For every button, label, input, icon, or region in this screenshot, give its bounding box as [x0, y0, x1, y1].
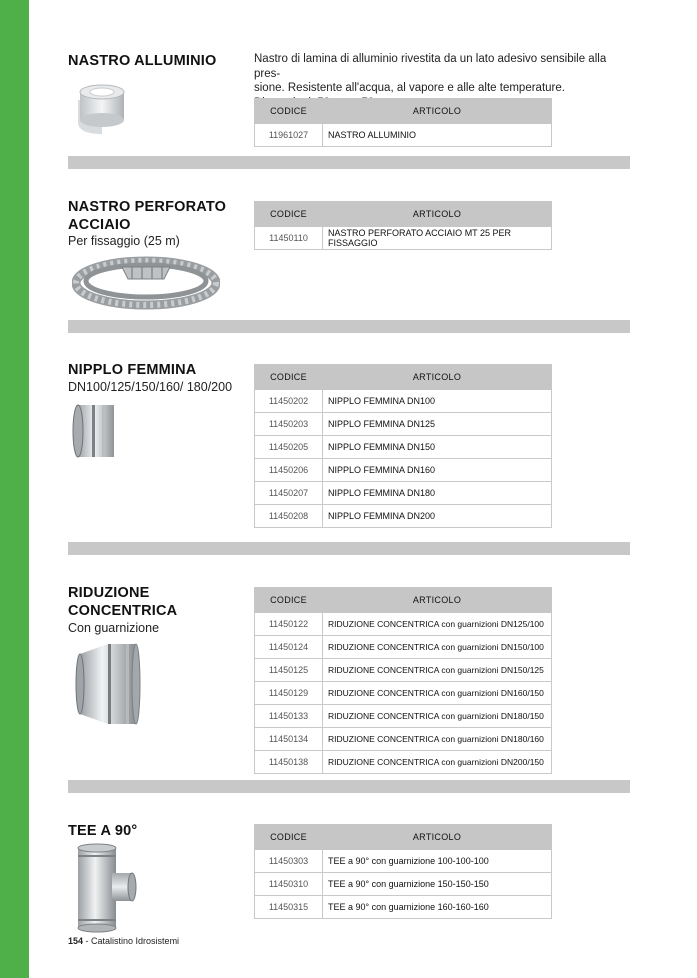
product-table — [254, 98, 552, 147]
product-article: NASTRO PERFORATO ACCIAIO MT 25 PER FISSAGGIO — [323, 227, 552, 250]
column-header-code: CODICE — [255, 825, 323, 850]
table-row — [255, 682, 552, 705]
product-article: NIPPLO FEMMINA DN150 — [323, 436, 552, 459]
product-code: 11450134 — [255, 728, 323, 751]
page-footer — [68, 936, 179, 946]
product-article: RIDUZIONE CONCENTRICA con guarnizioni DN180/160 — [323, 728, 552, 751]
product-code: 11450125 — [255, 659, 323, 682]
column-header-article: ARTICOLO — [323, 365, 552, 390]
product-code: 11450110 — [255, 227, 323, 250]
table-header-row — [255, 588, 552, 613]
product-table — [254, 364, 552, 528]
aluminium-tape-image — [72, 82, 136, 140]
product-article: RIDUZIONE CONCENTRICA con guarnizioni DN150/100 — [323, 636, 552, 659]
section-title-line: CONCENTRICA — [68, 603, 178, 619]
column-header-code: CODICE — [255, 365, 323, 390]
product-code: 11450124 — [255, 636, 323, 659]
column-header-code: CODICE — [255, 99, 323, 124]
product-article: NIPPLO FEMMINA DN180 — [323, 482, 552, 505]
product-article: NASTRO ALLUMINIO — [323, 124, 552, 147]
product-article: TEE a 90° con guarnizione 160-160-160 — [323, 896, 552, 919]
section-title: NASTRO ALLUMINIO — [68, 53, 217, 69]
product-article: TEE a 90° con guarnizione 150-150-150 — [323, 873, 552, 896]
product-code: 11450129 — [255, 682, 323, 705]
table-row — [255, 659, 552, 682]
table-row — [255, 896, 552, 919]
column-header-code: CODICE — [255, 588, 323, 613]
concentric-reducer-image — [72, 640, 142, 728]
table-row — [255, 459, 552, 482]
product-code: 11450206 — [255, 459, 323, 482]
product-code: 11450310 — [255, 873, 323, 896]
product-code: 11450122 — [255, 613, 323, 636]
tee-fitting-image — [72, 843, 138, 933]
description-line: sione. Resistente all'acqua, al vapore e alle alte temperature. — [254, 82, 565, 94]
product-code: 11450303 — [255, 850, 323, 873]
product-article: RIDUZIONE CONCENTRICA con guarnizioni DN125/100 — [323, 613, 552, 636]
product-code: 11450138 — [255, 751, 323, 774]
section-divider — [68, 320, 630, 333]
table-row — [255, 705, 552, 728]
product-article: TEE a 90° con guarnizione 100-100-100 — [323, 850, 552, 873]
catalog-name: - Catalistino Idrosistemi — [83, 936, 180, 946]
table-row — [255, 505, 552, 528]
product-article: NIPPLO FEMMINA DN125 — [323, 413, 552, 436]
page-number: 154 — [68, 936, 84, 946]
section-subtitle: Con guarnizione — [68, 621, 160, 635]
section-divider — [68, 156, 630, 169]
product-code: 11450133 — [255, 705, 323, 728]
product-code: 11450207 — [255, 482, 323, 505]
column-header-article: ARTICOLO — [323, 588, 552, 613]
product-article: RIDUZIONE CONCENTRICA con guarnizioni DN180/150 — [323, 705, 552, 728]
section-subtitle: Per fissaggio (25 m) — [68, 234, 180, 248]
product-article: NIPPLO FEMMINA DN200 — [323, 505, 552, 528]
product-code: 11450202 — [255, 390, 323, 413]
product-article: NIPPLO FEMMINA DN160 — [323, 459, 552, 482]
section-title: NIPPLO FEMMINA — [68, 362, 197, 378]
table-row — [255, 124, 552, 147]
product-table — [254, 201, 552, 250]
section-divider — [68, 542, 630, 555]
column-header-article: ARTICOLO — [323, 825, 552, 850]
section-subtitle: DN100/125/150/160/ 180/200 — [68, 380, 233, 394]
table-row — [255, 873, 552, 896]
product-article: RIDUZIONE CONCENTRICA con guarnizioni DN160/150 — [323, 682, 552, 705]
section-divider — [68, 780, 630, 793]
section-title-line: ACCIAIO — [68, 217, 131, 233]
table-row — [255, 227, 552, 250]
column-header-article: ARTICOLO — [323, 202, 552, 227]
table-row — [255, 436, 552, 459]
section-title-line: RIDUZIONE — [68, 585, 150, 601]
table-row — [255, 636, 552, 659]
table-row — [255, 413, 552, 436]
table-row — [255, 482, 552, 505]
product-table — [254, 587, 552, 774]
product-code: 11450203 — [255, 413, 323, 436]
product-code: 11450315 — [255, 896, 323, 919]
green-margin-bar — [0, 0, 29, 978]
section-title-line: NASTRO PERFORATO — [68, 199, 227, 215]
column-header-article: ARTICOLO — [323, 99, 552, 124]
product-code: 11961027 — [255, 124, 323, 147]
table-header-row — [255, 365, 552, 390]
description-line: Nastro di lamina di alluminio rivestita da un lato adesivo sensibile alla pres- — [254, 53, 607, 80]
product-code: 11450205 — [255, 436, 323, 459]
table-row — [255, 850, 552, 873]
table-row — [255, 728, 552, 751]
perforated-strip-image — [72, 253, 220, 313]
product-article: RIDUZIONE CONCENTRICA con guarnizioni DN200/150 — [323, 751, 552, 774]
column-header-code: CODICE — [255, 202, 323, 227]
table-header-row — [255, 99, 552, 124]
section-title: TEE A 90° — [68, 823, 138, 839]
product-article: NIPPLO FEMMINA DN100 — [323, 390, 552, 413]
table-row — [255, 751, 552, 774]
table-header-row — [255, 825, 552, 850]
product-article: RIDUZIONE CONCENTRICA con guarnizioni DN150/125 — [323, 659, 552, 682]
product-table — [254, 824, 552, 919]
table-row — [255, 390, 552, 413]
female-nipple-image — [72, 401, 118, 461]
table-header-row — [255, 202, 552, 227]
product-code: 11450208 — [255, 505, 323, 528]
table-row — [255, 613, 552, 636]
